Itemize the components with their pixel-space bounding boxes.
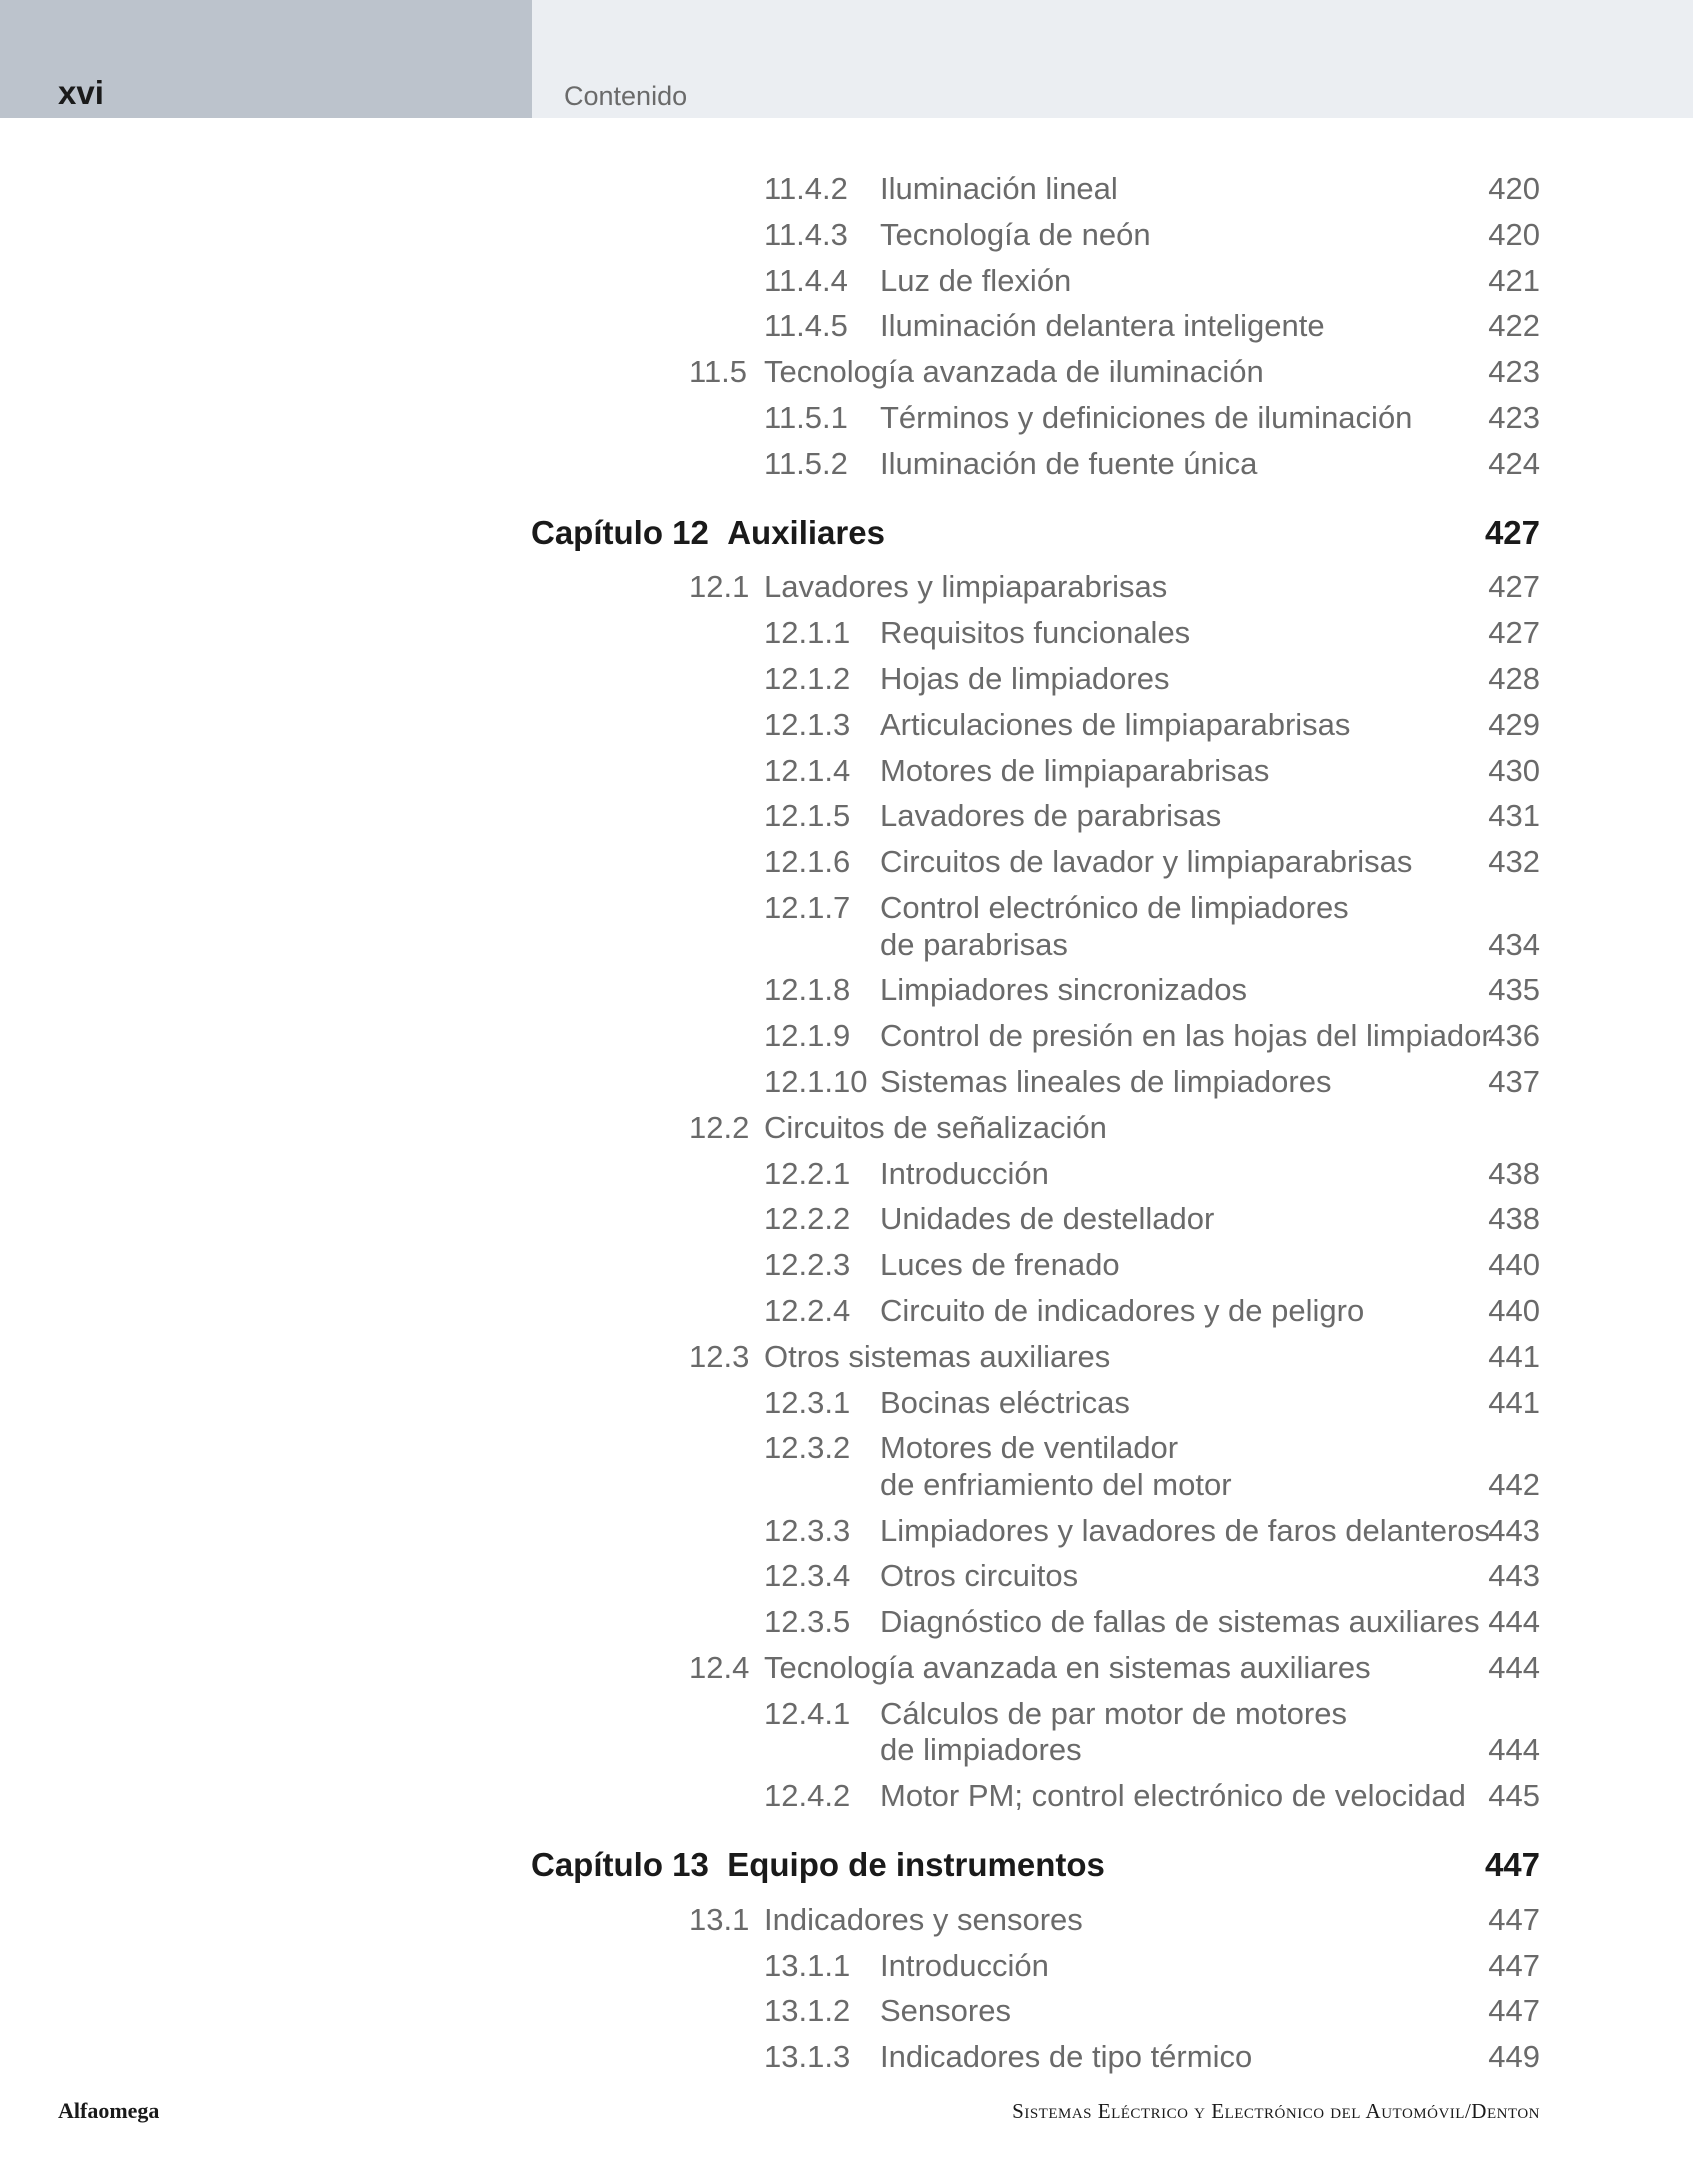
toc-page-number: 438 <box>1488 1155 1540 1191</box>
toc-entry-number: 13.1.2 <box>764 1993 851 2029</box>
toc-entry-title: Control de presión en las hojas del limpiador <box>880 1018 1492 1054</box>
toc-entry-number: 12.1 <box>689 569 750 605</box>
toc-entry-number: 11.5.1 <box>764 400 848 435</box>
toc-entry-number: 11.4.3 <box>764 216 848 252</box>
toc-entry-title: Iluminación delantera inteligente <box>880 308 1325 344</box>
toc-entry-number: 12.2.2 <box>764 1201 851 1237</box>
toc-entry-number: 11.5 <box>689 354 748 390</box>
toc-entry-number: 12.3.4 <box>764 1558 851 1594</box>
toc-entry-number: 12.1.4 <box>764 752 851 788</box>
toc-entry-title: Luz de flexión <box>880 262 1072 298</box>
toc-entry-number: 12.1.2 <box>764 661 851 696</box>
chapter-title: Auxiliares <box>727 513 885 551</box>
toc-entry-title: Introducción <box>880 1155 1049 1191</box>
toc-page-number: 447 <box>1488 1901 1540 1937</box>
toc-entry-title: Hojas de limpiadores <box>880 661 1170 696</box>
toc-entry-number: 11.4.2 <box>764 171 848 206</box>
toc-page-number: 438 <box>1488 1201 1540 1237</box>
toc-entry-number: 11.4.4 <box>764 262 848 298</box>
toc-entry-number: 11.4.5 <box>764 308 848 344</box>
toc-page-number: 443 <box>1488 1558 1540 1594</box>
toc-entry-title: Unidades de destellador <box>880 1201 1215 1237</box>
toc-entry-number: 12.1.10 <box>764 1063 868 1099</box>
toc-page-number: 437 <box>1488 1063 1540 1099</box>
toc-page-number: 431 <box>1488 798 1540 834</box>
toc-entry-title-continuation: de limpiadores <box>880 1732 1082 1768</box>
toc-entry-title: Articulaciones de limpiaparabrisas <box>880 706 1351 742</box>
chapter-page-number: 427 <box>1484 513 1540 551</box>
toc-entry-title: Sistemas lineales de limpiadores <box>880 1063 1332 1099</box>
toc-entry-title: Indicadores y sensores <box>764 1901 1083 1937</box>
toc-entry-title: Lavadores y limpiaparabrisas <box>764 569 1168 605</box>
toc-page-number: 423 <box>1488 400 1540 435</box>
toc-entry-title: Motores de ventilador <box>880 1430 1179 1466</box>
toc-page-number: 442 <box>1488 1466 1540 1502</box>
toc-entry-number: 12.2.3 <box>764 1247 851 1283</box>
toc-entry-title: Iluminación de fuente única <box>880 445 1258 481</box>
toc-entry-title: Requisitos funcionales <box>880 615 1191 651</box>
header-band-right <box>532 0 1693 118</box>
toc-entry-title: Motores de limpiaparabrisas <box>880 752 1270 788</box>
toc-entry-title: Luces de frenado <box>880 1247 1120 1283</box>
toc-page-number: 444 <box>1488 1650 1540 1685</box>
toc-entry-number: 12.3.2 <box>764 1430 851 1466</box>
toc-entry-number: 12.1.3 <box>764 706 851 742</box>
toc-page-number: 421 <box>1488 262 1540 298</box>
toc-entry-title: Circuito de indicadores y de peligro <box>880 1292 1365 1328</box>
toc-entry-title: Otros sistemas auxiliares <box>764 1338 1111 1374</box>
toc-entry-number: 13.1.3 <box>764 2039 851 2075</box>
toc-entry-title: Diagnóstico de fallas de sistemas auxiliares <box>880 1604 1480 1640</box>
page-number: xvi <box>58 74 104 111</box>
toc-entry-title: Iluminación lineal <box>880 171 1118 206</box>
toc-entry-number: 12.3 <box>689 1338 750 1374</box>
toc-entry-title: Cálculos de par motor de motores <box>880 1695 1347 1731</box>
toc-entry-number: 12.1.9 <box>764 1018 851 1054</box>
chapter-heading[interactable] <box>531 1845 1105 1883</box>
chapter-page-number: 447 <box>1484 1845 1540 1883</box>
toc-page-number: 440 <box>1488 1247 1540 1283</box>
toc-entry-number: 12.4.1 <box>764 1695 851 1731</box>
toc-page-number: 427 <box>1488 615 1540 651</box>
toc-entry-number: 12.2.4 <box>764 1292 851 1328</box>
toc-page-number: 447 <box>1488 1993 1540 2029</box>
toc-page-number: 443 <box>1488 1512 1540 1548</box>
toc-entry-number: 12.4 <box>689 1650 750 1685</box>
toc-entry-number: 12.1.1 <box>764 615 851 651</box>
toc-entry-title: Limpiadores y lavadores de faros delanteros <box>880 1512 1491 1548</box>
toc-entry-title-continuation: de enfriamiento del motor <box>880 1466 1232 1502</box>
toc-entry-number: 12.1.7 <box>764 890 851 925</box>
running-header: Contenido <box>564 81 688 111</box>
toc-entry-title: Tecnología avanzada en sistemas auxiliares <box>764 1650 1371 1685</box>
chapter-number: Capítulo 13 <box>531 1845 709 1883</box>
toc-entry-title: Limpiadores sincronizados <box>880 972 1248 1008</box>
toc-entry-number: 12.2 <box>689 1109 750 1145</box>
toc-page-number: 430 <box>1488 752 1540 788</box>
toc-entry-title: Términos y definiciones de iluminación <box>880 400 1413 435</box>
toc-entry-title: Circuitos de lavador y limpiaparabrisas <box>880 844 1413 880</box>
toc-page-number: 420 <box>1488 216 1540 252</box>
toc-entry-number: 12.3.1 <box>764 1384 851 1420</box>
toc-entry-number: 12.3.3 <box>764 1512 851 1548</box>
toc-entry-title: Tecnología de neón <box>880 216 1151 252</box>
toc-page-number: 427 <box>1488 569 1540 605</box>
toc-entry-number: 12.4.2 <box>764 1778 851 1814</box>
chapter-number: Capítulo 12 <box>531 513 709 551</box>
toc-page-number: 424 <box>1488 445 1540 481</box>
toc-entry-title: Tecnología avanzada de iluminación <box>764 354 1264 390</box>
toc-entry-title: Sensores <box>880 1993 1011 2029</box>
toc-page-number: 432 <box>1488 844 1540 880</box>
toc-page-number: 422 <box>1488 308 1540 344</box>
toc-entry-number: 12.3.5 <box>764 1604 851 1640</box>
toc-page-number: 449 <box>1488 2039 1540 2075</box>
toc-entry-number: 12.1.5 <box>764 798 851 834</box>
toc-page-number: 420 <box>1488 171 1540 206</box>
footer-book-title: Sistemas Eléctrico y Electrónico del Automóvil/Denton <box>1012 2099 1540 2123</box>
toc-page-number: 440 <box>1488 1292 1540 1328</box>
footer-publisher: Alfaomega <box>58 2098 160 2123</box>
toc-entry-number: 12.2.1 <box>764 1155 851 1191</box>
toc-entry-title: Motor PM; control electrónico de velocidad <box>880 1778 1466 1814</box>
toc-page-number: 436 <box>1488 1018 1540 1054</box>
toc-entry-number: 12.1.8 <box>764 972 851 1008</box>
toc-page-number: 441 <box>1488 1384 1540 1420</box>
chapter-heading[interactable] <box>531 513 885 551</box>
toc-page-number: 428 <box>1488 661 1540 696</box>
toc-page-number: 444 <box>1488 1604 1540 1640</box>
toc-page-number: 435 <box>1488 972 1540 1008</box>
toc-page-number: 434 <box>1488 926 1540 962</box>
toc-page-number: 444 <box>1488 1732 1540 1768</box>
toc-entry-title: Introducción <box>880 1947 1049 1983</box>
toc-page-number: 441 <box>1488 1338 1540 1374</box>
toc-page-number: 423 <box>1488 354 1540 390</box>
chapter-title: Equipo de instrumentos <box>727 1845 1105 1883</box>
toc-entry-title: Circuitos de señalización <box>764 1109 1107 1145</box>
toc-page-number: 429 <box>1488 706 1540 742</box>
toc-entry-title: Otros circuitos <box>880 1558 1079 1594</box>
toc-entry-title: Control electrónico de limpiadores <box>880 890 1349 925</box>
toc-page-number: 447 <box>1488 1947 1540 1983</box>
toc-entry-number: 12.1.6 <box>764 844 851 880</box>
toc-entry-title: Indicadores de tipo térmico <box>880 2039 1253 2075</box>
toc-entry-title: Bocinas eléctricas <box>880 1384 1130 1420</box>
toc-entry-number: 13.1 <box>689 1901 750 1937</box>
toc-entry-number: 13.1.1 <box>764 1947 851 1983</box>
toc-page-number: 445 <box>1488 1778 1540 1814</box>
toc-entry-title: Lavadores de parabrisas <box>880 798 1222 834</box>
toc-entry-number: 11.5.2 <box>764 445 848 481</box>
toc-entry-title-continuation: de parabrisas <box>880 926 1068 962</box>
